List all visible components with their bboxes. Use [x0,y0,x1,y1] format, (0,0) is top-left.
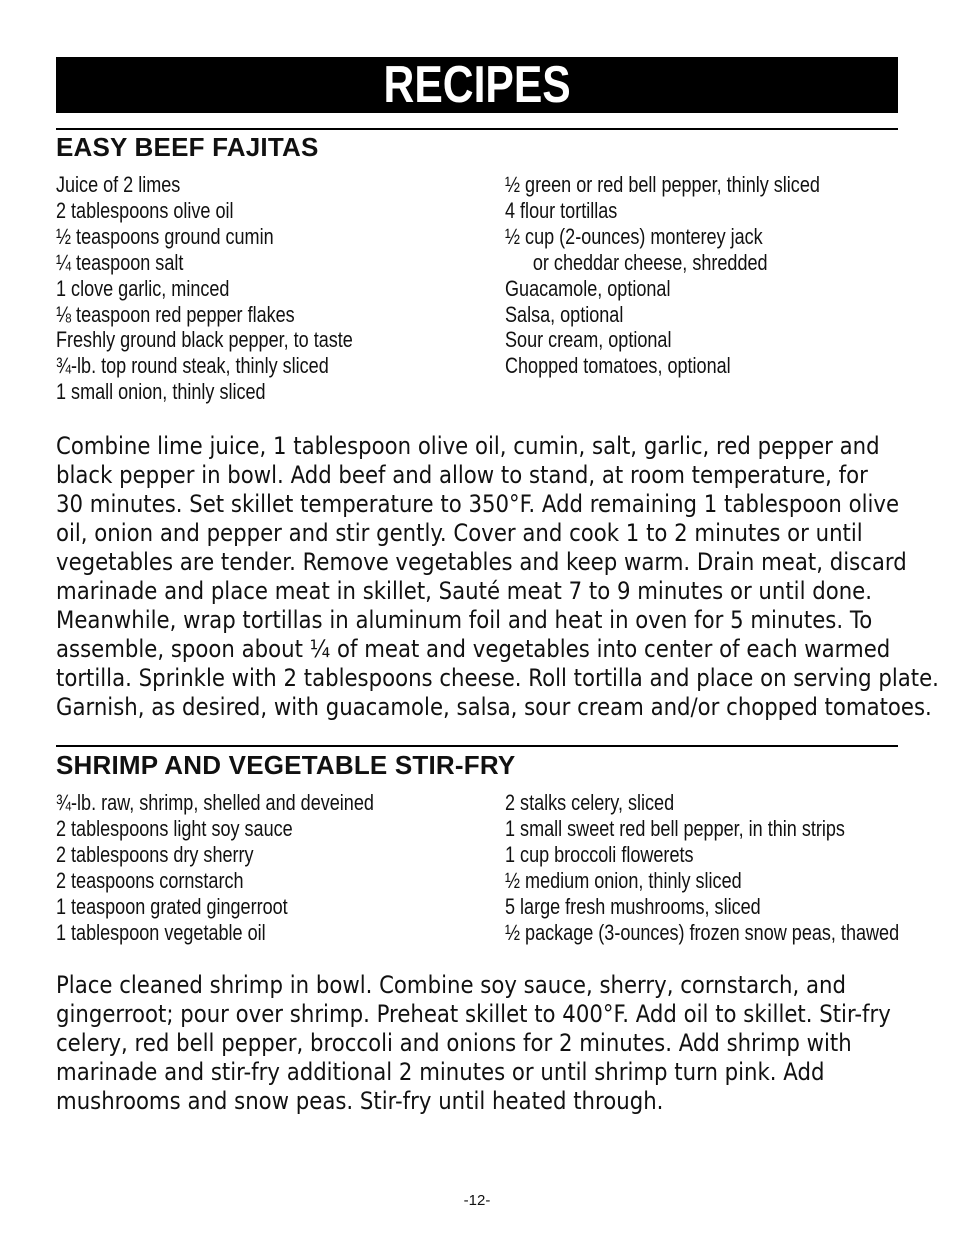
ingredient-item: Juice of 2 limes [56,172,181,197]
ingredients-right-stir-fry [505,790,954,945]
section-divider [56,745,898,747]
ingredient-item: 2 tablespoons dry sherry [56,841,254,867]
ingredient-item: ½ medium onion, thinly sliced [505,867,742,893]
directions-stir-fry [56,971,916,1116]
ingredient-item: Freshly ground black pepper, to taste [56,327,353,353]
ingredient-item: ½ cup (2-ounces) monterey jack [505,223,763,249]
ingredient-item: 2 teaspoons cornstarch [56,867,244,893]
directions-line: Combine lime juice, 1 tablespoon olive oil, cumin, salt, garlic, red pepper and [56,432,880,460]
directions-line: gingerroot; pour over shrimp. Preheat skillet to 400°F. Add oil to skillet. Stir-fry [56,1000,891,1028]
ingredient-item: ¾-lb. top round steak, thinly sliced [56,353,329,379]
ingredients-right-fajitas [505,172,889,379]
ingredient-item: 2 tablespoons light soy sauce [56,815,293,841]
ingredient-item: ½ teaspoons ground cumin [56,223,274,249]
directions-line: Meanwhile, wrap tortillas in aluminum foil and heat in oven for 5 minutes. To [56,606,873,634]
directions-line: assemble, spoon about ¼ of meat and vegetables into center of each warmed [56,635,891,663]
directions-line: oil, onion and pepper and stir gently. Cover and cook 1 to 2 minutes or until [56,519,863,547]
ingredient-item: Sour cream, optional [505,327,672,353]
ingredient-item: 1 teaspoon grated gingerroot [56,893,288,919]
ingredients-left-stir-fry [56,790,444,945]
ingredient-item: Salsa, optional [505,301,624,327]
directions-line: vegetables are tender. Remove vegetables and keep warm. Drain meat, discard [56,548,907,576]
ingredient-item: 5 large fresh mushrooms, sliced [505,893,761,919]
ingredient-item: ½ green or red bell pepper, thinly sliced [505,172,820,197]
directions-line: Place cleaned shrimp in bowl. Combine soy sauce, sherry, cornstarch, and [56,971,846,999]
ingredient-item: or cheddar cheese, shredded [532,249,768,275]
section-divider [56,128,898,130]
directions-line: black pepper in bowl. Add beef and allow to stand, at room temperature, for [56,461,868,489]
ingredient-item: 1 tablespoon vegetable oil [56,919,266,945]
ingredient-item: Guacamole, optional [505,275,671,301]
ingredient-item: 2 stalks celery, sliced [505,790,675,815]
ingredient-item: ⅛ teaspoon red pepper flakes [56,301,295,327]
directions-fajitas [56,432,939,722]
ingredient-item: ¾-lb. raw, shrimp, shelled and deveined [56,790,374,815]
ingredient-item: 2 tablespoons olive oil [56,197,234,223]
ingredient-item: ½ package (3-ounces) frozen snow peas, thawed [505,919,900,945]
directions-line: marinade and stir-fry additional 2 minutes or until shrimp turn pink. Add [56,1058,825,1086]
directions-line: celery, red bell pepper, broccoli and onions for 2 minutes. Add shrimp with [56,1029,852,1057]
directions-line: 30 minutes. Set skillet temperature to 350°F. Add remaining 1 tablespoon olive [56,490,900,518]
directions-line: tortilla. Sprinkle with 2 tablespoons cheese. Roll tortilla and place on serving plate. [56,664,939,692]
recipe-title-fajitas: EASY BEEF FAJITAS [56,132,319,162]
directions-line: mushrooms and snow peas. Stir-fry until heated through. [56,1087,664,1115]
ingredient-item: 1 small sweet red bell pepper, in thin strips [505,815,845,841]
ingredient-item: 4 flour tortillas [505,197,618,223]
page-title-banner [56,57,898,113]
page-title: RECIPES [383,56,571,114]
ingredient-item: 1 cup broccoli flowerets [505,841,694,867]
page-number: -12- [463,1192,491,1209]
ingredients-left-fajitas [56,172,418,405]
ingredient-item: Chopped tomatoes, optional [505,353,731,379]
directions-line: Garnish, as desired, with guacamole, salsa, sour cream and/or chopped tomatoes. [56,693,932,721]
ingredient-item: ¼ teaspoon salt [56,249,184,275]
recipe-title-stir-fry: SHRIMP AND VEGETABLE STIR-FRY [56,750,516,780]
directions-line: marinade and place meat in skillet, Sauté meat 7 to 9 minutes or until done. [56,577,872,605]
ingredient-item: 1 small onion, thinly sliced [56,379,266,405]
ingredient-item: 1 clove garlic, minced [56,275,230,301]
